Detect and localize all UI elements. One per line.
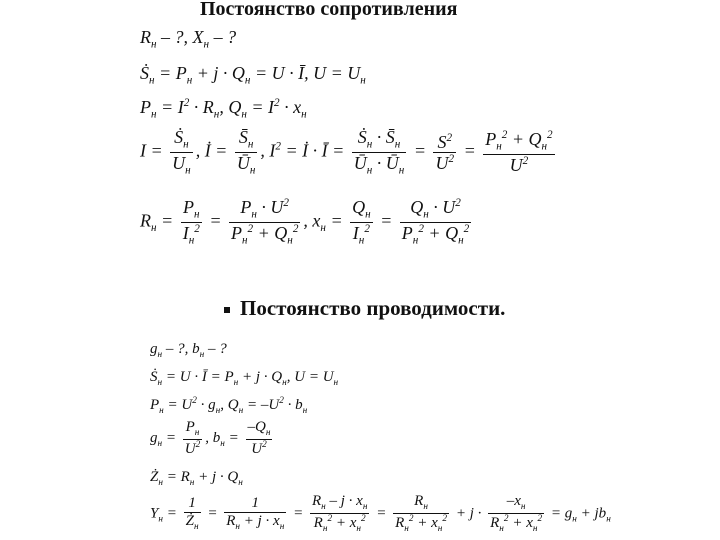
formula-resistance-reactance: $R_н$ = $\frac{P_н}{I_н^2}$ = $\frac{P_н \cdot U^2}{P_н^2 + Q_н^2}$ , $x_н$ = $\frac{Q_н}{I_н^2}$ = $\frac{Q_н \cdot U^2}{P_н^2 + Q_н^2}$ — [140, 197, 470, 247]
formula-conductance-susceptance: $g_н$ = $\frac{P_н}{U^2}$ , $b_н$ = $\frac{-Q_н}{U^2}$ — [150, 419, 271, 458]
formula-unknowns-r-x: $R_н$ – ?, $X_н$ – ? — [140, 27, 237, 51]
formula-impedance: $Ż_н = R_н + j \cdot Q_н$ — [150, 469, 243, 488]
bullet-icon — [224, 307, 230, 313]
section-title-resistance: Постоянство сопротивления — [200, 0, 458, 20]
formula-complex-power: Ṡ$_н$ = $P_н + j \cdot Q_н = U$ · Ī, $U = U_н$ — [140, 63, 366, 87]
formula-power-via-voltage: $P_н = U^2 \cdot g_н$, $Q_н = -U^2 \cdot b_н$ — [150, 396, 308, 416]
formula-complex-power-2: Ṡ$_н$ = U · Ī = $P_н + j \cdot Q_н$, $U = U_н$ — [150, 369, 339, 388]
formula-power-via-current: $P_н = I^2 \cdot R_н$, $Q_н = I^2 \cdot x_н$ — [140, 97, 307, 121]
formula-current-squared: I = $\frac{Ṡ_н}{U_н}$ , İ = $\frac{S̄_н}{Ū_н}$ , $I^2$ = İ · Ī = $\frac{Ṡ_н \cdot S̄_н}{Ū_н \cdot Ū_н}$ = $\frac{S^2}{U^2}$ = $\frac{P_н^2 + Q_н^2}{U^2}$ — [140, 127, 553, 177]
formula-unknowns-g-b: $g_н$ – ?, $b_н$ – ? — [150, 341, 227, 360]
formula-admittance: $Y_н$ = $\frac{1}{Ż_н}$ = $\frac{1}{R_н + j \cdot x_н}$ = $\frac{R_н - j \cdot x_н}{R_н^2 + x_н^2}$ = $\frac{R_н}{R_н^2 + x_н^2}$ + j · $\frac{-x_н}{R_н^2 + x_н^2}$ = $g_н + jb_н$ — [150, 493, 611, 535]
section-title-conductance: Постоянство проводимости. — [240, 296, 506, 320]
